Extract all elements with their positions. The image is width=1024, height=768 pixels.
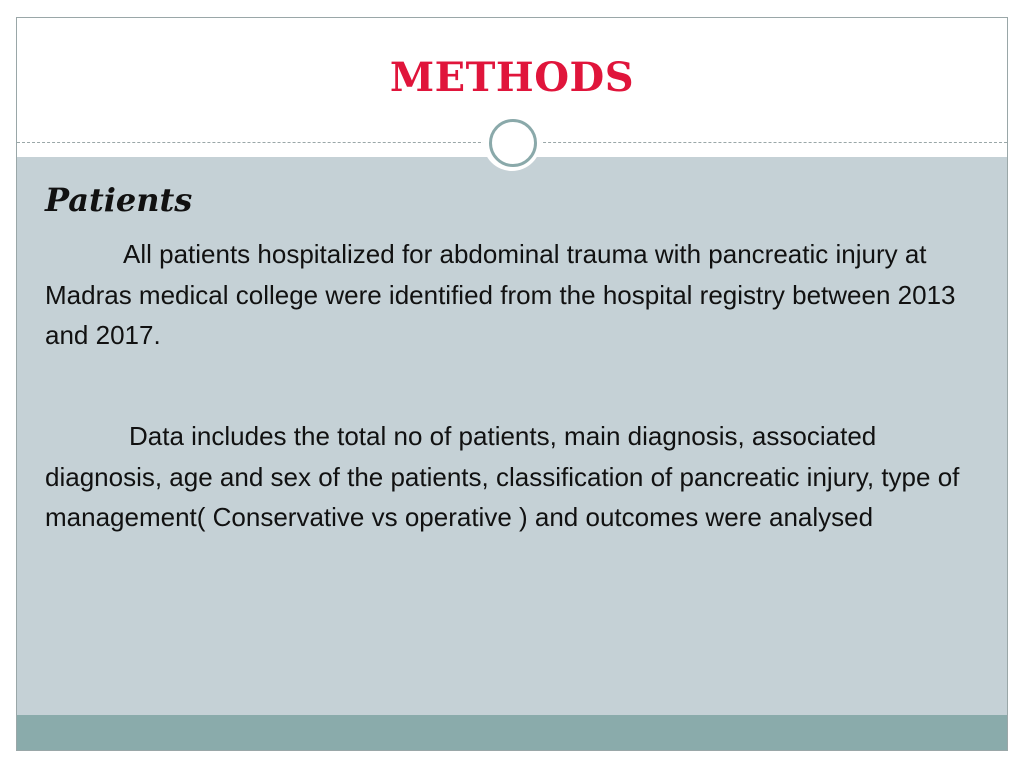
slide-title: METHODS: [389, 54, 635, 101]
circle-ornament-ring: [489, 119, 537, 167]
section-heading: Patients: [45, 181, 193, 219]
paragraph-data: Data includes the total no of patients, main diagnosis, associated diagnosis, age and sex of the patients, classification of pancreatic injury, type of management( Conservative vs operative ) and outcomes were analysed: [45, 421, 960, 532]
bottom-bar: [17, 715, 1007, 750]
slide: [16, 17, 1008, 751]
circle-ornament-icon: [483, 113, 541, 171]
paragraph-patients: All patients hospitalized for abdominal trauma with pancreatic injury at Madras medical college were identified from the hospital registry between 2013 and 2017.: [45, 239, 956, 350]
